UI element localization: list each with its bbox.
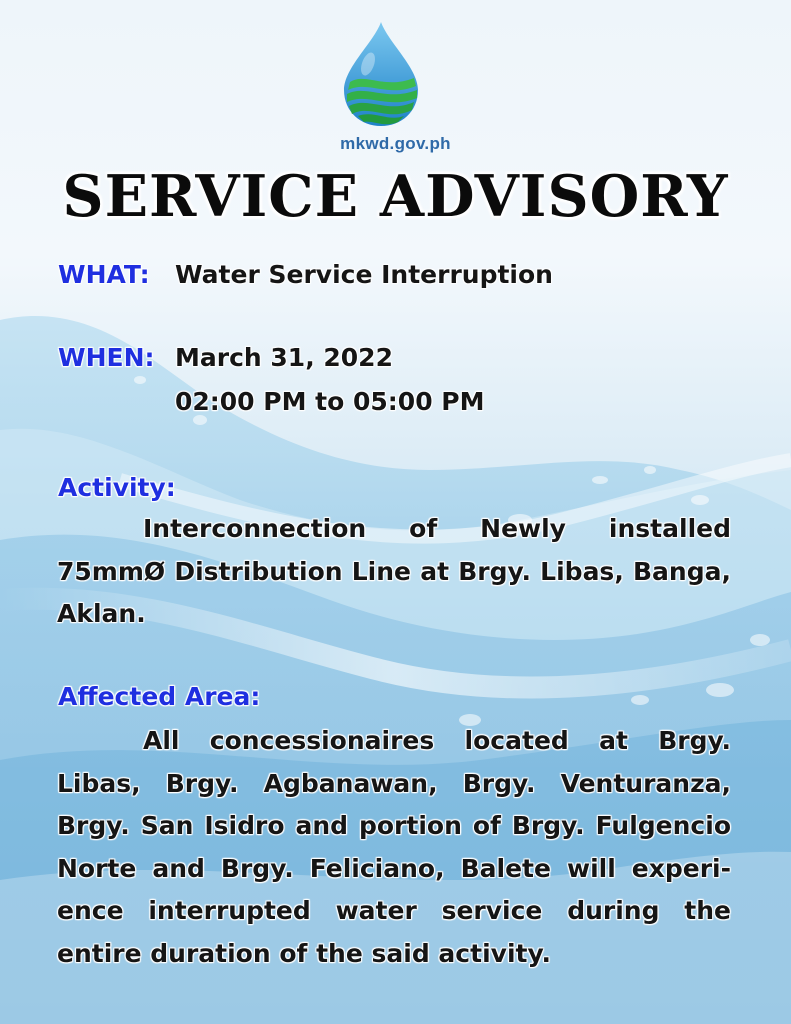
website-url: mkwd.gov.ph bbox=[340, 134, 451, 153]
what-value: Water Service Interruption bbox=[175, 260, 553, 289]
affected-area-text-body: All concessionaires located at Brgy. Libas, Brgy. Agbanawan, Brgy. Venturanza, Brgy. San Isidro and portion of Brgy. Fulgencio Norte and Brgy. Feliciano, Balete will experi-ence interrupted water service during the entire duration of the said activity. bbox=[57, 726, 731, 968]
water-drop-logo-icon bbox=[336, 20, 426, 128]
when-time: 02:00 PM to 05:00 PM bbox=[175, 387, 485, 416]
activity-text bbox=[57, 508, 731, 636]
when-label: WHEN: bbox=[58, 343, 155, 372]
activity-text-body: Interconnection of Newly installed 75mmØ Distribution Line at Brgy. Libas, Banga, Aklan. bbox=[57, 514, 731, 628]
when-date: March 31, 2022 bbox=[175, 343, 393, 372]
page-title: SERVICE ADVISORY bbox=[62, 163, 729, 230]
affected-area-label: Affected Area: bbox=[58, 682, 261, 711]
what-label: WHAT: bbox=[58, 260, 150, 289]
activity-label: Activity: bbox=[58, 473, 176, 502]
affected-area-text bbox=[57, 720, 731, 975]
